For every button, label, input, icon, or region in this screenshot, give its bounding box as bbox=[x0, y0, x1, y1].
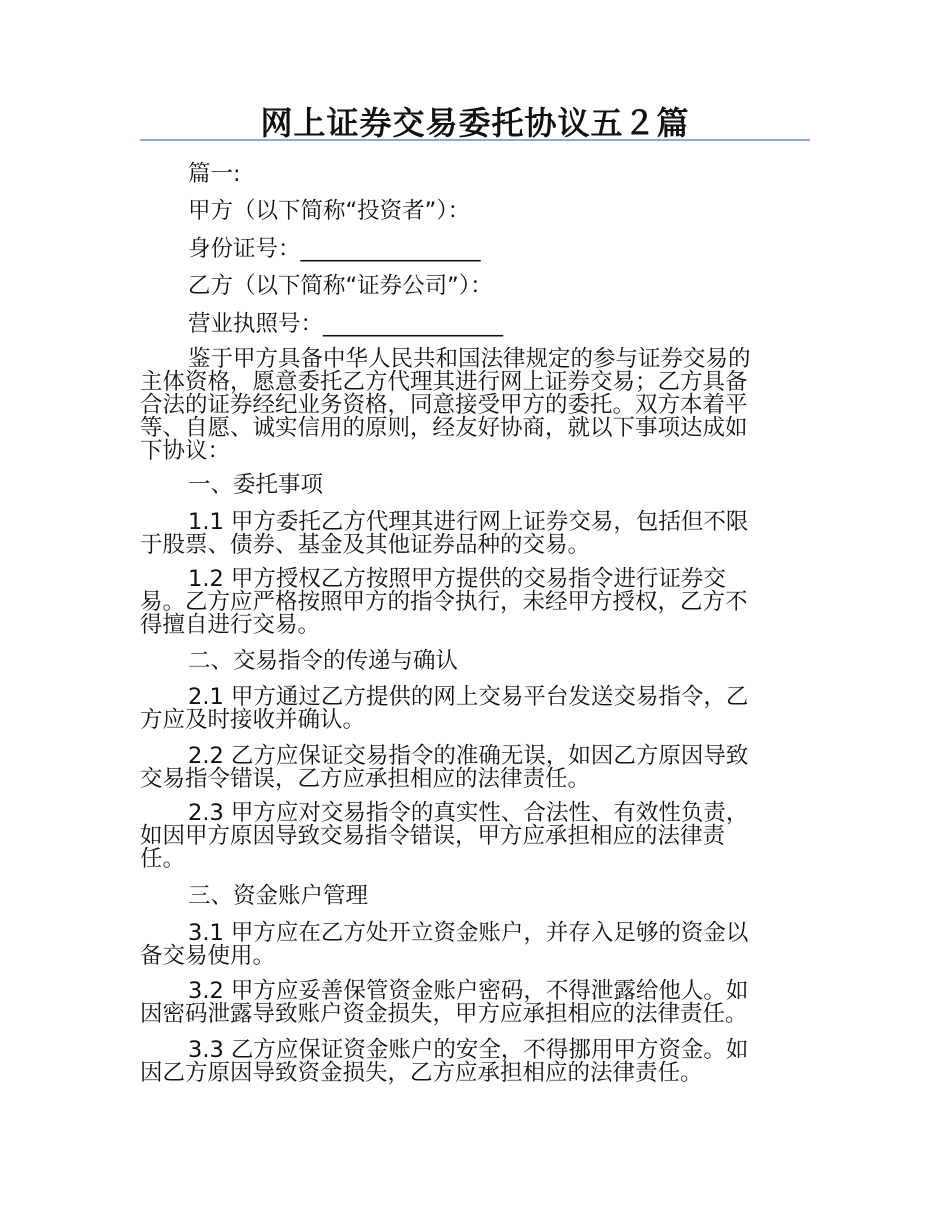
paragraph-line: 营业执照号：________________ bbox=[188, 311, 504, 337]
paragraph-line: 主体资格，愿意委托乙方代理其进行网上证券交易；乙方具备 bbox=[140, 369, 748, 395]
clause-3-1 bbox=[140, 922, 810, 968]
paragraph-line: 二、交易指令的传递与确认 bbox=[188, 648, 459, 674]
paragraph-line: 合法的证券经纪业务资格，同意接受甲方的委托。双方本着平 bbox=[140, 392, 748, 418]
paragraph-line: 身份证号：________________ bbox=[188, 236, 481, 262]
paragraph-line: 三、资金账户管理 bbox=[188, 883, 369, 909]
paragraph-section-label bbox=[140, 159, 810, 189]
paragraph-line: 因密码泄露导致账户资金损失，甲方应承担相应的法律责任。 bbox=[140, 1001, 748, 1027]
clause-1-2 bbox=[140, 568, 810, 637]
clause-1-1 bbox=[140, 511, 810, 557]
paragraph-line: 易。乙方应严格按照甲方的指令执行，未经甲方授权，乙方不 bbox=[140, 589, 748, 615]
clause-3-3 bbox=[140, 1039, 810, 1085]
paragraph-line: 甲方（以下简称“投资者”）： bbox=[188, 198, 471, 224]
paragraph-line: 鉴于甲方具备中华人民共和国法律规定的参与证券交易的 bbox=[188, 346, 751, 372]
paragraph-party-b bbox=[140, 271, 810, 301]
paragraph-line: 2.1 甲方通过乙方提供的网上交易平台发送交易指令，乙 bbox=[188, 684, 749, 710]
paragraph-id-number bbox=[140, 234, 810, 264]
paragraph-line: 于股票、债券、基金及其他证券品种的交易。 bbox=[140, 532, 591, 558]
paragraph-line: 3.1 甲方应在乙方处开立资金账户，并存入足够的资金以 bbox=[188, 920, 749, 946]
clause-2-3 bbox=[140, 802, 810, 871]
paragraph-license-number bbox=[140, 309, 810, 339]
paragraph-line: 3.2 甲方应妥善保管资金账户密码，不得泄露给他人。如 bbox=[188, 978, 749, 1004]
paragraph-party-a bbox=[140, 196, 810, 226]
section-heading-1 bbox=[140, 470, 810, 500]
paragraph-line: 1.1 甲方委托乙方代理其进行网上证券交易，包括但不限 bbox=[188, 509, 749, 535]
paragraph-line: 下协议： bbox=[140, 438, 231, 464]
paragraph-line: 任。 bbox=[140, 846, 186, 872]
section-heading-3 bbox=[140, 881, 810, 911]
document-title: 网上证券交易委托协议五２篇 bbox=[260, 104, 690, 142]
paragraph-line: 因乙方原因导致资金损失，乙方应承担相应的法律责任。 bbox=[140, 1060, 703, 1086]
clause-2-1 bbox=[140, 686, 810, 732]
paragraph-line: 2.3 甲方应对交易指令的真实性、合法性、有效性负责， bbox=[188, 800, 749, 826]
paragraph-line: 如因甲方原因导致交易指令错误，甲方应承担相应的法律责 bbox=[140, 823, 726, 849]
paragraph-line: 1.2 甲方授权乙方按照甲方提供的交易指令进行证券交 bbox=[188, 566, 726, 592]
paragraph-line: 交易指令错误，乙方应承担相应的法律责任。 bbox=[140, 766, 591, 792]
paragraph-preamble bbox=[140, 348, 810, 463]
paragraph-line: 备交易使用。 bbox=[140, 943, 276, 969]
paragraph-line: 2.2 乙方应保证交易指令的准确无误，如因乙方原因导致 bbox=[188, 743, 749, 769]
paragraph-line: 篇一: bbox=[188, 161, 241, 187]
paragraph-line: 3.3 乙方应保证资金账户的安全，不得挪用甲方资金。如 bbox=[188, 1037, 749, 1063]
paragraph-line: 乙方（以下简称“证券公司”）： bbox=[188, 273, 493, 299]
paragraph-line: 方应及时接收并确认。 bbox=[140, 707, 366, 733]
title-underline bbox=[140, 139, 810, 141]
paragraph-line: 等、自愿、诚实信用的原则，经友好协商，就以下事项达成如 bbox=[140, 415, 748, 441]
clause-2-2 bbox=[140, 745, 810, 791]
paragraph-line: 得擅自进行交易。 bbox=[140, 612, 321, 638]
section-heading-2 bbox=[140, 646, 810, 676]
clause-3-2 bbox=[140, 980, 810, 1026]
paragraph-line: 一、委托事项 bbox=[188, 472, 324, 498]
